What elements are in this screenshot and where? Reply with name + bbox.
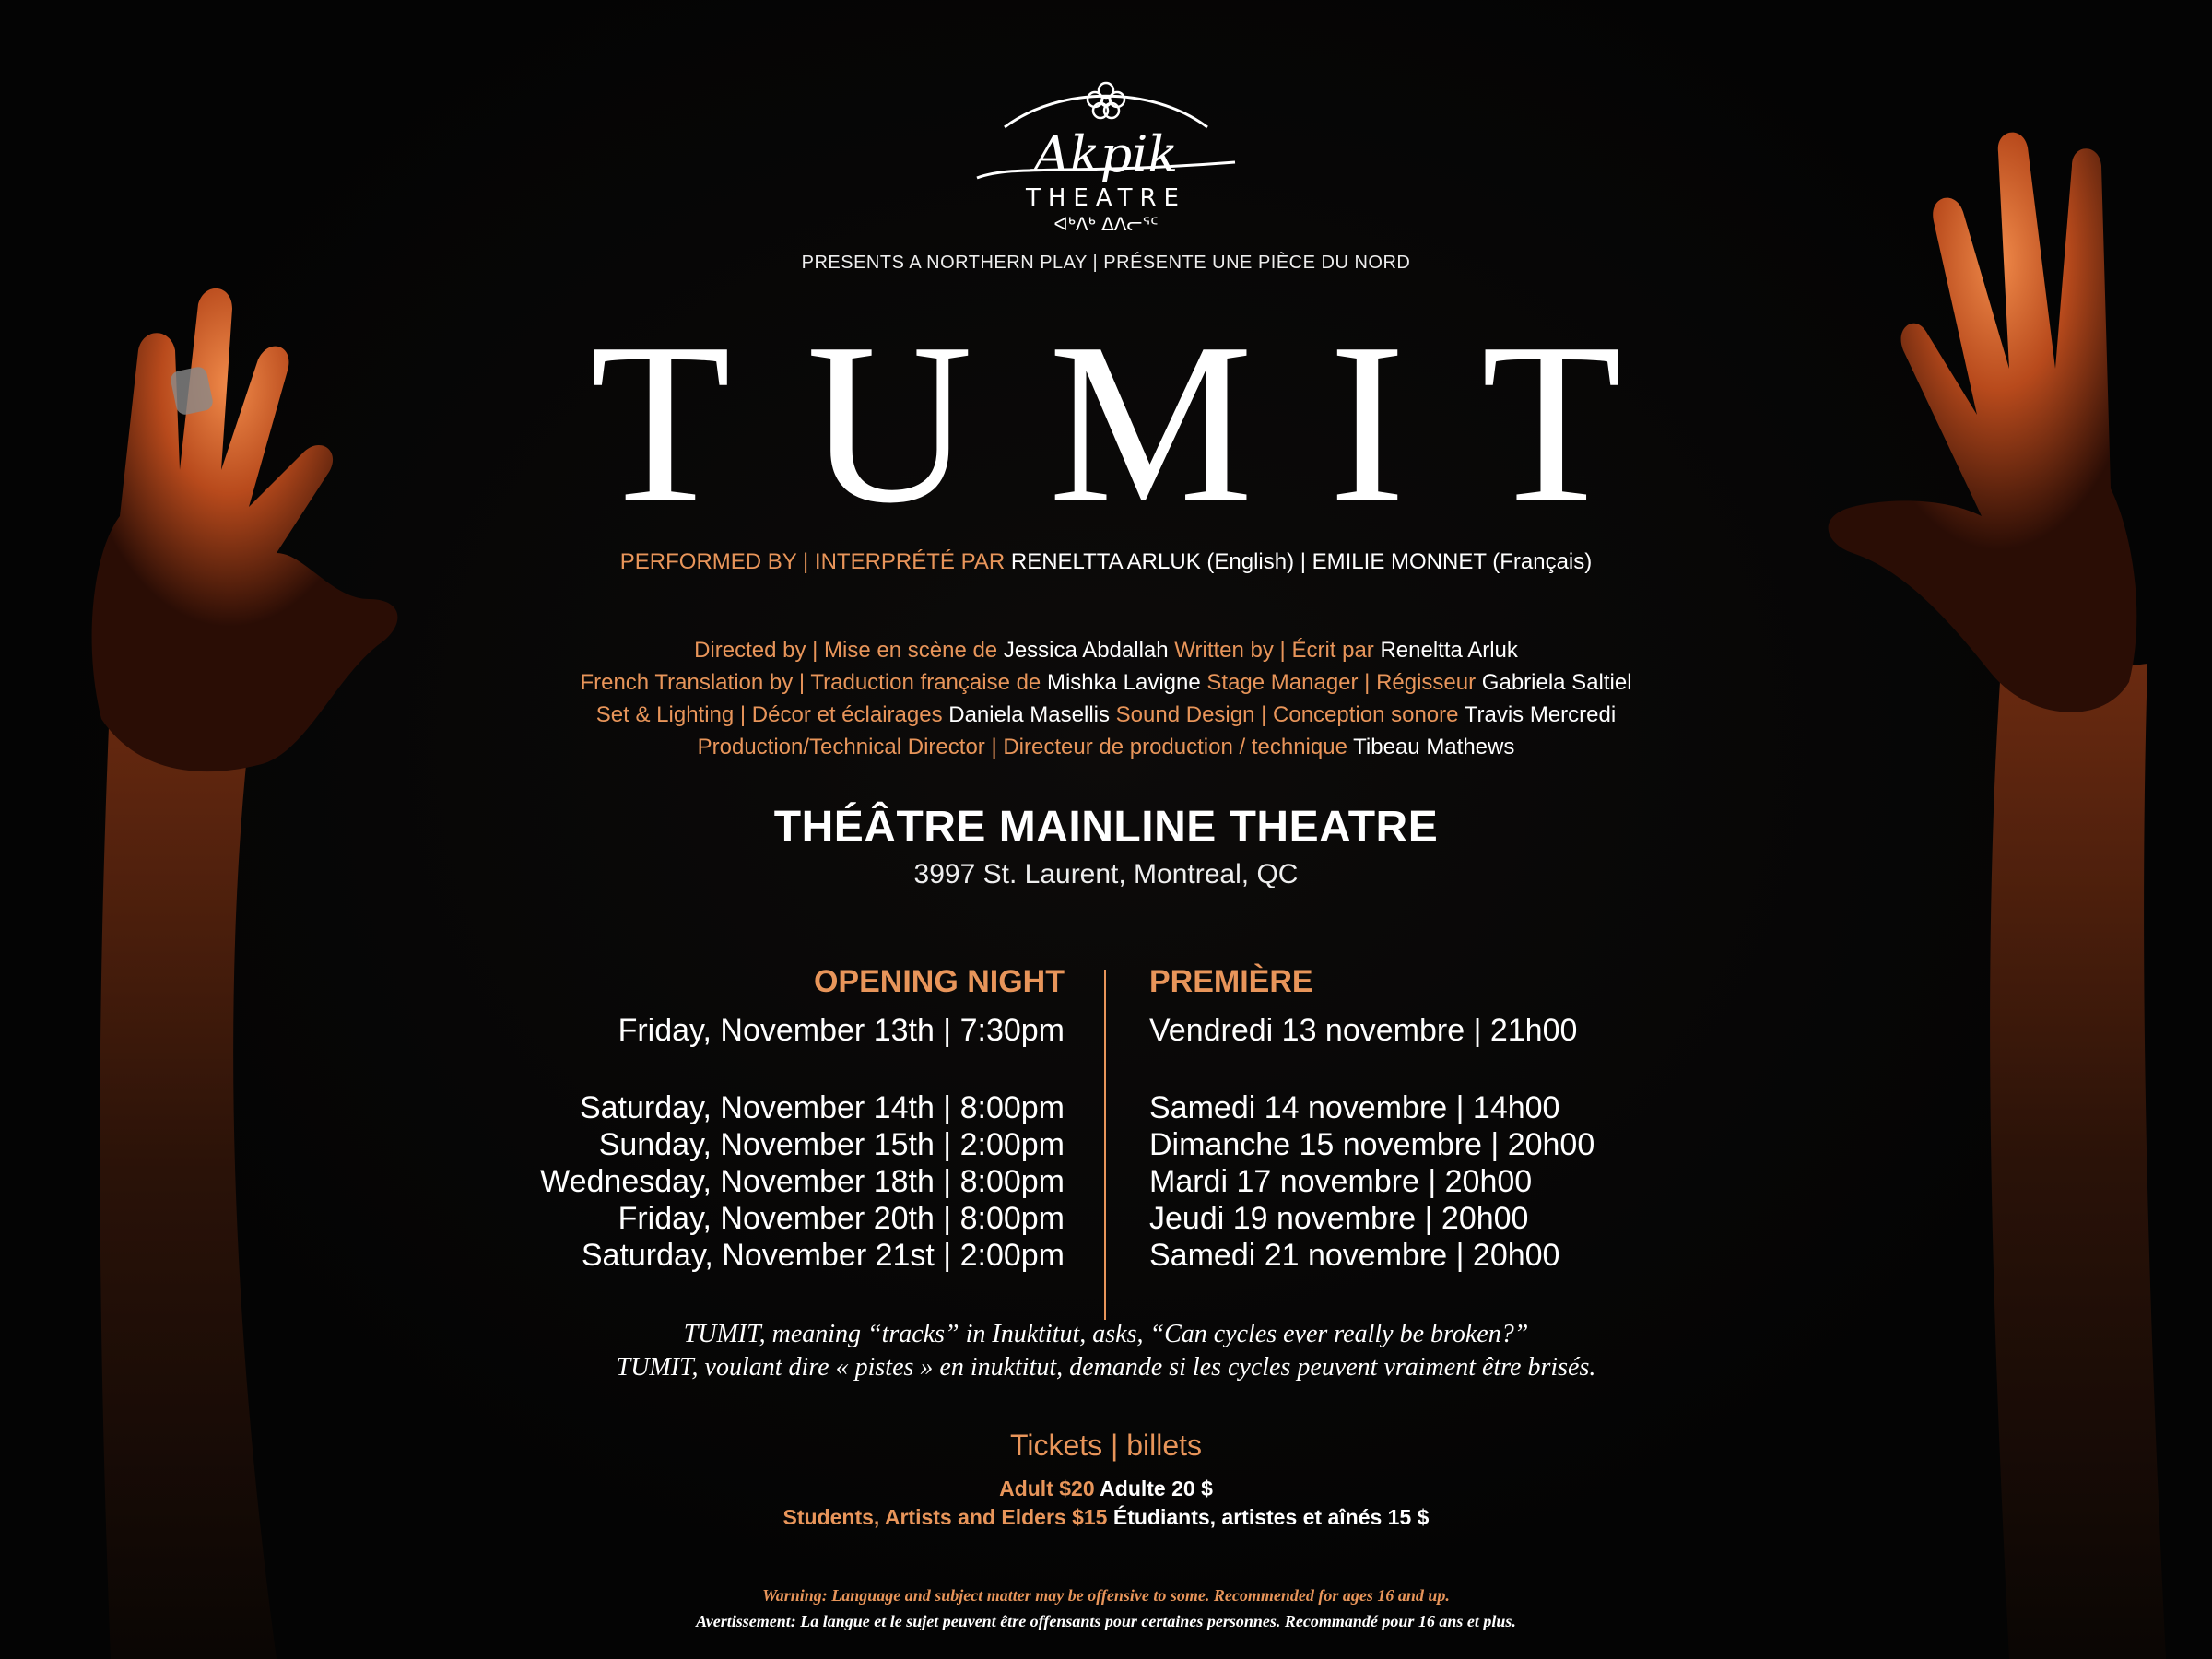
show-date: Samedi 14 novembre | 14h00 [1149,1090,1560,1125]
schedule [0,959,2212,1281]
show-date: Saturday, November 14th | 8:00pm [579,1090,1065,1125]
credit-line [0,634,2212,666]
logo-theatre-word: THEATRE [1025,184,1186,212]
tagline [0,1318,2212,1384]
credit-role: Directed by | Mise en scène de [694,638,998,663]
logo-script-name: Akpik [1033,125,1179,183]
venue-name: THÉÂTRE MAINLINE THEATRE [773,803,1439,852]
show-date: Sunday, November 15th | 2:00pm [598,1127,1065,1162]
credit-name: Reneltta Arluk [1380,638,1518,663]
show-date: Wednesday, November 18th | 8:00pm [540,1164,1065,1199]
tagline-english: TUMIT, meaning “tracks” in Inuktitut, asks, “Can cycles ever really be broken?” [683,1320,1529,1348]
venue-address: 3997 St. Laurent, Montreal, QC [913,859,1299,889]
show-date: Dimanche 15 novembre | 20h00 [1149,1127,1595,1162]
opening-date: Friday, November 13th | 7:30pm [618,1013,1065,1048]
adult-price [0,1475,2212,1503]
show-date: Mardi 17 novembre | 20h00 [1149,1164,1533,1199]
presents-line: PRESENTS A NORTHERN PLAY | PRÉSENTE UNE PIÈCE DU NORD [801,253,1411,273]
show-date: Samedi 21 novembre | 20h00 [1149,1238,1560,1273]
warning-french: Avertissement: La langue et le sujet peuvent être offensants pour certaines personnes. Recommandé pour 16 ans et plus. [696,1612,1516,1630]
tagline-french: TUMIT, voulant dire « pistes » en inuktitut, demande si les cycles peuvent vraiment être brisés. [616,1353,1596,1382]
show-date: Saturday, November 21st | 2:00pm [581,1238,1065,1273]
credits-block [0,634,2212,763]
schedule-english [540,959,1065,1274]
student-price [0,1503,2212,1532]
credit-name: Travis Mercredi [1464,702,1617,727]
performed-by-line [0,549,2212,575]
credit-name: Tibeau Mathews [1353,735,1515,759]
show-date: Jeudi 19 novembre | 20h00 [1149,1201,1529,1236]
performed-label: PERFORMED BY | INTERPRÉTÉ PAR [619,549,1006,574]
student-price-en: Students, Artists and Elders $15 [782,1505,1108,1529]
adult-price-fr: Adulte 20 $ [1100,1477,1213,1500]
credit-name: Daniela Masellis [948,702,1110,727]
student-price-fr: Étudiants, artistes et aînés 15 $ [1112,1505,1430,1529]
credit-line [0,666,2212,699]
credit-line [0,699,2212,731]
opening-date: Vendredi 13 novembre | 21h00 [1149,1013,1578,1048]
schedule-divider [1104,970,1106,1320]
credit-role: Sound Design | Conception sonore [1115,702,1459,727]
logo-syllabics: ᐊᒃᐱᒃ ᐃᐱᓕᕐᑦ [1053,213,1159,235]
akpik-theatre-logo [959,72,1253,247]
performer-names: RENELTTA ARLUK (English) | EMILIE MONNET (Français) [1010,549,1593,574]
ticket-prices [0,1475,2212,1532]
show-date: Friday, November 20th | 8:00pm [618,1201,1065,1236]
credit-role: Set & Lighting | Décor et éclairages [595,702,943,727]
credit-role: Written by | Écrit par [1174,638,1374,663]
schedule-french [1149,959,1594,1274]
content-warning [0,1583,2212,1634]
credit-name: Mishka Lavigne [1046,670,1201,695]
credit-role: French Translation by | Traduction française de [580,670,1041,695]
credit-name: Jessica Abdallah [1003,638,1169,663]
warning-english: Warning: Language and subject matter may be offensive to some. Recommended for ages 16 and up. [762,1586,1450,1605]
play-title: TUMIT [590,296,1698,551]
tickets-heading: Tickets | billets [1009,1429,1203,1462]
credit-line [0,731,2212,763]
opening-night-heading: OPENING NIGHT [813,964,1065,999]
premiere-heading: PREMIÈRE [1149,964,1313,999]
adult-price-en: Adult $20 [999,1477,1095,1500]
credit-role: Production/Technical Director | Directeur de production / technique [697,735,1347,759]
credit-role: Stage Manager | Régisseur [1206,670,1477,695]
credit-name: Gabriela Saltiel [1481,670,1632,695]
